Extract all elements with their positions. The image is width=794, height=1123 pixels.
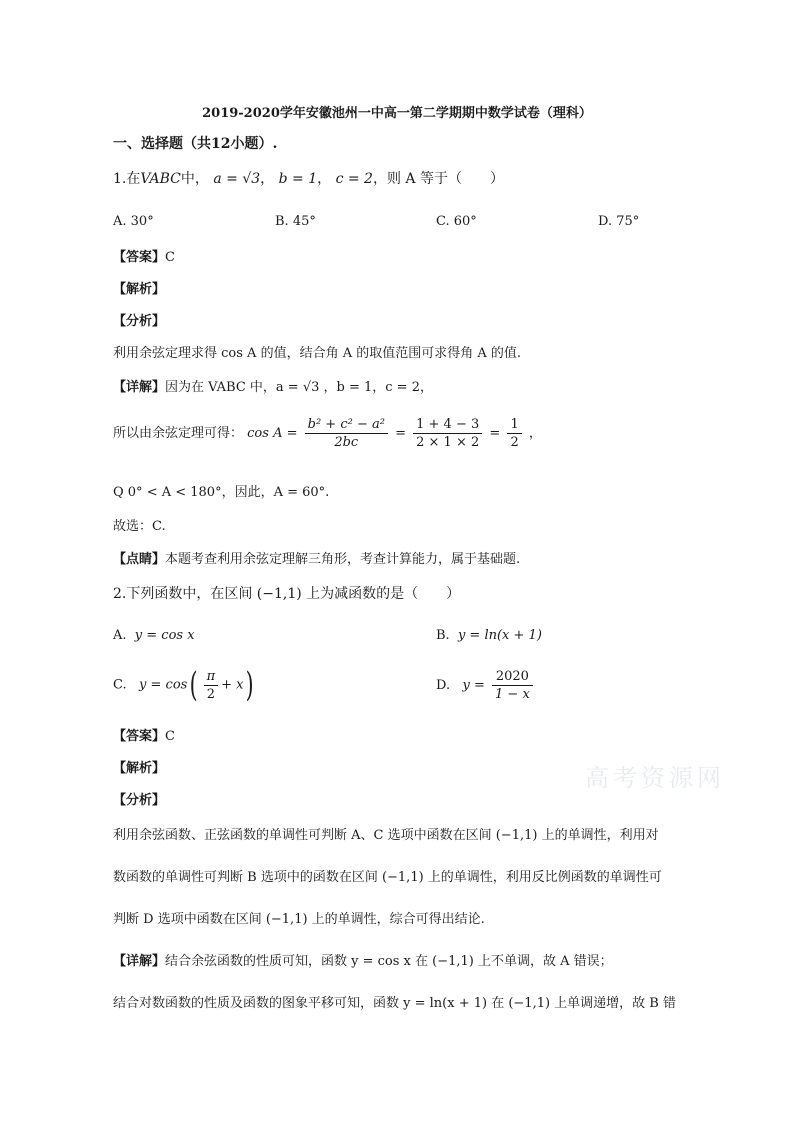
- fraction-pi-over-2: [204, 670, 219, 701]
- q2-option-c: C. y = cos( $\frac{\pi}{2}$ + x): [113, 665, 255, 705]
- fraction-denominator: 1 − x: [495, 687, 530, 702]
- dianjing-label: 【点睛】: [113, 552, 166, 567]
- q2-detail-1: [113, 954, 613, 970]
- q1-option-b: B. 45°: [275, 214, 316, 229]
- detail-text: 因为在 VABC 中，a = √3 ，b = 1，c = 2，: [165, 380, 433, 395]
- option-label: B.: [436, 628, 450, 643]
- option-formula: y =: [462, 678, 485, 693]
- q1-detail-3: Q 0° < A < 180°，因此，A = 60°.: [113, 485, 330, 500]
- page-title: 2019-2020学年安徽池州一中高一第二学期期中数学试卷（理科）: [202, 106, 592, 121]
- q1-option-c: C. 60°: [436, 214, 477, 229]
- q1-option-a: A. 30°: [113, 214, 154, 229]
- q1-option-d: D. 75°: [598, 214, 640, 229]
- q1-choose: 故选：C.: [113, 519, 166, 534]
- option-formula: y = ln(x + 1): [457, 628, 542, 643]
- fraction-numeric: [413, 418, 482, 449]
- answer-value: C: [165, 250, 175, 265]
- answer-value: C: [165, 729, 175, 744]
- detail-2-prefix: 所以由余弦定理可得：: [113, 426, 244, 441]
- question-2-stem: 2.下列函数中，在区间 (−1,1) 上为减函数的是（ ）: [113, 586, 461, 602]
- q1-cond-a: a = √3: [213, 171, 261, 187]
- q2-option-d: [436, 670, 536, 701]
- q1-detail-2: 所以由余弦定理可得： cos A = $\frac{\text{b² + c² − a²}}{2bc}$ = $\frac{1 + 4 - 3}{2 \times 1 \times 2}$ = $\frac{1}{2}$ ，: [113, 417, 542, 450]
- fraction-denominator: 2: [510, 435, 519, 450]
- fraction-numerator: b² + c² − a²: [305, 418, 388, 434]
- q1-cond-c: c = 2: [335, 171, 373, 187]
- fraction-numerator: 1: [507, 418, 521, 434]
- watermark: 高考资源网: [585, 764, 725, 792]
- option-formula: y = cos: [139, 677, 188, 693]
- fraction-denominator: 2: [206, 686, 215, 702]
- fraction-result: [507, 418, 521, 449]
- fraction-numerator: π: [204, 670, 219, 686]
- q1-triangle: VABC: [140, 171, 181, 187]
- fraction-denominator: 2 × 1 × 2: [416, 435, 480, 450]
- q2-answer: [113, 729, 175, 745]
- option-label: C.: [113, 677, 127, 693]
- detail-2-lhs: cos A =: [247, 426, 298, 441]
- fraction-numerator: 1 + 4 − 3: [413, 418, 482, 434]
- q2-option-b: [436, 628, 542, 644]
- q2-option-a: [113, 628, 195, 644]
- question-1-stem: 1.在VABC中， a = √3， b = 1， c = 2，则 A 等于（ ）: [113, 171, 504, 187]
- answer-label: 【答案】: [113, 729, 166, 744]
- q2-detail-2: 结合对数函数的性质及函数的图象平移可知，函数 y = ln(x + 1) 在 (−1,1) 上单调递增，故 B 错: [113, 996, 676, 1011]
- q2-analysis-line-3: 判断 D 选项中函数在区间 (−1,1) 上的单调性，综合可得出结论.: [113, 912, 485, 927]
- option-label: D.: [436, 678, 451, 693]
- fraction-cosine-law: [305, 418, 388, 449]
- q1-detail-1: [113, 380, 433, 396]
- option-formula: y = cos x: [134, 628, 195, 643]
- q2-analysis-line-1: 利用余弦函数、正弦函数的单调性可判断 A、C 选项中函数在区间 (−1,1) 上的单调性，利用对: [113, 828, 659, 843]
- q1-answer: [113, 250, 175, 266]
- q2-analysis-line-2: 数函数的单调性可判断 B 选项中的函数在区间 (−1,1) 上的单调性，利用反比例函数的单调性可: [113, 870, 662, 885]
- q1-dianjing: [113, 552, 520, 568]
- q1-prefix: 1.在: [113, 171, 141, 187]
- detail-label: 【详解】: [113, 954, 166, 969]
- q1-fenxi-label: 【分析】: [113, 314, 166, 329]
- option-label: A.: [113, 628, 127, 643]
- q2-fenxi-label: 【分析】: [113, 793, 166, 808]
- option-formula-tail: + x: [221, 677, 244, 693]
- q1-tail: ，则 A 等于（ ）: [372, 171, 504, 187]
- dianjing-text: 本题考查利用余弦定理解三角形，考查计算能力，属于基础题.: [165, 552, 521, 567]
- fraction-denominator: 2bc: [334, 435, 359, 450]
- detail-text: 结合余弦函数的性质可知，函数 y = cos x 在 (−1,1) 上不单调，故 A 错误；: [165, 954, 613, 969]
- q2-jiexi-label: 【解析】: [113, 761, 166, 776]
- q1-analysis: 利用余弦定理求得 cos A 的值，结合角 A 的取值范围可求得角 A 的值.: [113, 346, 522, 361]
- section-heading: 一、选择题（共12小题）.: [113, 136, 278, 152]
- q1-cond-b: b = 1: [278, 171, 318, 187]
- fraction-2020-over-1-minus-x: [492, 670, 533, 701]
- q1-jiexi-label: 【解析】: [113, 282, 166, 297]
- fraction-numerator: 2020: [492, 670, 533, 686]
- q1-mid: 中，: [180, 171, 209, 187]
- answer-label: 【答案】: [113, 250, 166, 265]
- detail-label: 【详解】: [113, 380, 166, 395]
